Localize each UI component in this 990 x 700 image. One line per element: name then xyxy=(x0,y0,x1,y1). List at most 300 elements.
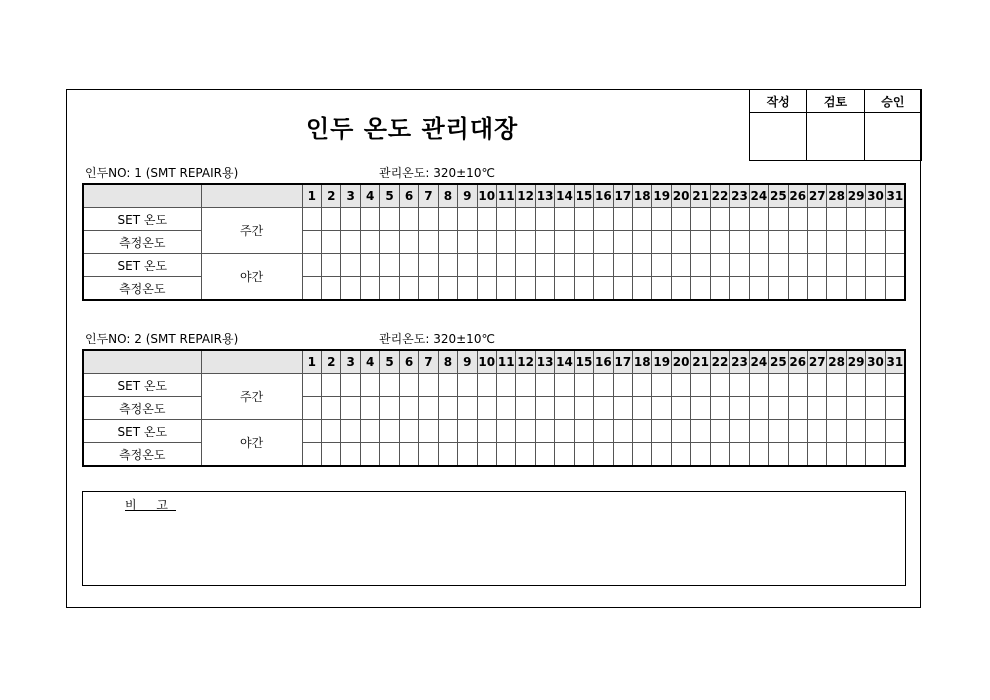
temperature-entry-cell[interactable] xyxy=(749,208,768,231)
day-header: 17 xyxy=(613,350,632,374)
temperature-entry-cell[interactable] xyxy=(749,374,768,397)
temperature-entry-cell[interactable] xyxy=(885,374,905,397)
day-header: 28 xyxy=(827,184,846,208)
temperature-entry-cell[interactable] xyxy=(496,277,515,301)
temperature-entry-cell[interactable] xyxy=(458,420,477,443)
temperature-entry-cell[interactable] xyxy=(322,443,341,467)
temperature-entry-cell[interactable] xyxy=(458,374,477,397)
temperature-entry-cell[interactable] xyxy=(691,277,710,301)
temperature-entry-cell[interactable] xyxy=(652,277,671,301)
day-header: 18 xyxy=(633,184,652,208)
temperature-entry-cell[interactable] xyxy=(496,208,515,231)
temperature-entry-cell[interactable] xyxy=(302,208,321,231)
day-header: 14 xyxy=(555,184,574,208)
temperature-entry-cell[interactable] xyxy=(691,231,710,254)
document-title: 인두 온도 관리대장 xyxy=(306,115,519,143)
temperature-entry-cell[interactable] xyxy=(360,231,379,254)
temperature-entry-cell[interactable] xyxy=(769,277,788,301)
temperature-entry-cell[interactable] xyxy=(827,208,846,231)
temperature-entry-cell[interactable] xyxy=(769,374,788,397)
temperature-entry-cell[interactable] xyxy=(749,254,768,277)
temperature-entry-cell[interactable] xyxy=(866,254,885,277)
temperature-entry-cell[interactable] xyxy=(380,374,399,397)
temperature-entry-cell[interactable] xyxy=(302,254,321,277)
temperature-entry-cell[interactable] xyxy=(399,374,418,397)
temperature-entry-cell[interactable] xyxy=(866,231,885,254)
day-header: 16 xyxy=(594,184,613,208)
day-header: 9 xyxy=(458,350,477,374)
temperature-entry-cell[interactable] xyxy=(380,397,399,420)
temperature-entry-cell[interactable] xyxy=(788,208,807,231)
temperature-entry-cell[interactable] xyxy=(594,374,613,397)
temperature-entry-cell[interactable] xyxy=(322,397,341,420)
temperature-entry-cell[interactable] xyxy=(730,397,749,420)
temperature-entry-cell[interactable] xyxy=(594,277,613,301)
temperature-entry-cell[interactable] xyxy=(496,420,515,443)
day-header: 25 xyxy=(769,350,788,374)
temperature-entry-cell[interactable] xyxy=(710,277,729,301)
temperature-entry-cell[interactable] xyxy=(846,397,865,420)
day-header: 30 xyxy=(866,184,885,208)
day-header: 20 xyxy=(671,350,690,374)
temperature-entry-cell[interactable] xyxy=(671,443,690,467)
temperature-entry-cell[interactable] xyxy=(885,397,905,420)
temperature-entry-cell[interactable] xyxy=(555,254,574,277)
temperature-entry-cell[interactable] xyxy=(380,277,399,301)
temperature-entry-cell[interactable] xyxy=(885,277,905,301)
temperature-entry-cell[interactable] xyxy=(652,397,671,420)
temperature-entry-cell[interactable] xyxy=(574,443,593,467)
temperature-entry-cell[interactable] xyxy=(535,397,554,420)
day-header: 8 xyxy=(438,350,457,374)
row-label-measured-temp: 측정온도 xyxy=(83,397,201,420)
temperature-entry-cell[interactable] xyxy=(458,277,477,301)
temperature-entry-cell[interactable] xyxy=(302,374,321,397)
temperature-entry-cell[interactable] xyxy=(516,443,535,467)
temperature-entry-cell[interactable] xyxy=(827,397,846,420)
day-header: 5 xyxy=(380,350,399,374)
day-header: 3 xyxy=(341,350,360,374)
temperature-entry-cell[interactable] xyxy=(477,420,496,443)
temperature-entry-cell[interactable] xyxy=(613,443,632,467)
temperature-entry-cell[interactable] xyxy=(399,231,418,254)
temperature-entry-cell[interactable] xyxy=(341,420,360,443)
temperature-entry-cell[interactable] xyxy=(885,231,905,254)
temperature-entry-cell[interactable] xyxy=(322,374,341,397)
temperature-entry-cell[interactable] xyxy=(613,208,632,231)
temperature-entry-cell[interactable] xyxy=(360,208,379,231)
temperature-entry-cell[interactable] xyxy=(341,254,360,277)
temperature-entry-cell[interactable] xyxy=(360,277,379,301)
temperature-entry-cell[interactable] xyxy=(399,277,418,301)
temperature-entry-cell[interactable] xyxy=(535,231,554,254)
temperature-entry-cell[interactable] xyxy=(594,254,613,277)
temperature-entry-cell[interactable] xyxy=(827,277,846,301)
temperature-entry-cell[interactable] xyxy=(438,277,457,301)
day-header: 10 xyxy=(477,350,496,374)
approval-sign-approve[interactable] xyxy=(864,113,921,161)
temperature-entry-cell[interactable] xyxy=(535,208,554,231)
temperature-entry-cell[interactable] xyxy=(730,208,749,231)
temperature-entry-cell[interactable] xyxy=(846,277,865,301)
temperature-entry-cell[interactable] xyxy=(399,397,418,420)
temperature-entry-cell[interactable] xyxy=(710,231,729,254)
temperature-entry-cell[interactable] xyxy=(477,374,496,397)
table-row xyxy=(83,374,905,397)
temperature-entry-cell[interactable] xyxy=(633,420,652,443)
temperature-entry-cell[interactable] xyxy=(496,374,515,397)
temperature-entry-cell[interactable] xyxy=(788,397,807,420)
temperature-entry-cell[interactable] xyxy=(477,277,496,301)
section-1-name: 인두NO: 1 (SMT REPAIR용) xyxy=(85,166,239,180)
temperature-entry-cell[interactable] xyxy=(691,374,710,397)
temperature-entry-cell[interactable] xyxy=(419,443,438,467)
temperature-entry-cell[interactable] xyxy=(788,374,807,397)
day-header: 11 xyxy=(496,184,515,208)
temperature-entry-cell[interactable] xyxy=(633,397,652,420)
temperature-entry-cell[interactable] xyxy=(613,374,632,397)
temperature-entry-cell[interactable] xyxy=(341,277,360,301)
day-header: 14 xyxy=(555,350,574,374)
temperature-entry-cell[interactable] xyxy=(302,231,321,254)
temperature-entry-cell[interactable] xyxy=(496,397,515,420)
temperature-entry-cell[interactable] xyxy=(302,443,321,467)
temperature-entry-cell[interactable] xyxy=(671,420,690,443)
temperature-entry-cell[interactable] xyxy=(322,231,341,254)
temperature-entry-cell[interactable] xyxy=(438,397,457,420)
temperature-entry-cell[interactable] xyxy=(827,374,846,397)
temperature-entry-cell[interactable] xyxy=(322,420,341,443)
temperature-entry-cell[interactable] xyxy=(846,443,865,467)
remarks-box[interactable] xyxy=(82,491,906,586)
temperature-entry-cell[interactable] xyxy=(322,254,341,277)
temperature-entry-cell[interactable] xyxy=(633,443,652,467)
temperature-entry-cell[interactable] xyxy=(769,254,788,277)
temperature-entry-cell[interactable] xyxy=(788,420,807,443)
temperature-entry-cell[interactable] xyxy=(671,277,690,301)
day-header: 23 xyxy=(730,184,749,208)
temperature-entry-cell[interactable] xyxy=(341,374,360,397)
temperature-entry-cell[interactable] xyxy=(458,231,477,254)
row-label-set-temp: SET 온도 xyxy=(83,420,201,443)
temperature-entry-cell[interactable] xyxy=(458,254,477,277)
temperature-entry-cell[interactable] xyxy=(730,231,749,254)
temperature-entry-cell[interactable] xyxy=(555,208,574,231)
table-row xyxy=(83,208,905,231)
temperature-entry-cell[interactable] xyxy=(749,277,768,301)
temperature-entry-cell[interactable] xyxy=(458,208,477,231)
temperature-entry-cell[interactable] xyxy=(360,443,379,467)
temperature-entry-cell[interactable] xyxy=(710,208,729,231)
temperature-entry-cell[interactable] xyxy=(302,397,321,420)
day-header: 15 xyxy=(574,184,593,208)
header-blank-cell xyxy=(83,350,201,374)
approval-box xyxy=(749,89,922,161)
temperature-entry-cell[interactable] xyxy=(885,420,905,443)
temperature-entry-cell[interactable] xyxy=(769,420,788,443)
temperature-entry-cell[interactable] xyxy=(477,443,496,467)
day-header: 18 xyxy=(633,350,652,374)
temperature-entry-cell[interactable] xyxy=(613,397,632,420)
temperature-entry-cell[interactable] xyxy=(496,231,515,254)
temperature-entry-cell[interactable] xyxy=(788,443,807,467)
temperature-entry-cell[interactable] xyxy=(866,208,885,231)
temperature-entry-cell[interactable] xyxy=(807,231,826,254)
temperature-entry-cell[interactable] xyxy=(769,443,788,467)
temperature-entry-cell[interactable] xyxy=(691,443,710,467)
temperature-entry-cell[interactable] xyxy=(535,277,554,301)
temperature-entry-cell[interactable] xyxy=(399,420,418,443)
temperature-entry-cell[interactable] xyxy=(574,208,593,231)
temperature-entry-cell[interactable] xyxy=(341,208,360,231)
temperature-entry-cell[interactable] xyxy=(516,208,535,231)
temperature-entry-cell[interactable] xyxy=(535,443,554,467)
temperature-entry-cell[interactable] xyxy=(516,420,535,443)
temperature-entry-cell[interactable] xyxy=(302,277,321,301)
day-header: 3 xyxy=(341,184,360,208)
temperature-entry-cell[interactable] xyxy=(535,254,554,277)
temperature-entry-cell[interactable] xyxy=(866,397,885,420)
temperature-entry-cell[interactable] xyxy=(302,420,321,443)
temperature-entry-cell[interactable] xyxy=(827,443,846,467)
temperature-entry-cell[interactable] xyxy=(866,420,885,443)
table-row xyxy=(83,420,905,443)
day-header: 29 xyxy=(846,184,865,208)
temperature-entry-cell[interactable] xyxy=(360,420,379,443)
temperature-entry-cell[interactable] xyxy=(419,231,438,254)
temperature-entry-cell[interactable] xyxy=(788,254,807,277)
day-header: 24 xyxy=(749,350,768,374)
temperature-entry-cell[interactable] xyxy=(749,231,768,254)
temperature-entry-cell[interactable] xyxy=(691,208,710,231)
temperature-entry-cell[interactable] xyxy=(419,420,438,443)
temperature-entry-cell[interactable] xyxy=(399,208,418,231)
temperature-entry-cell[interactable] xyxy=(477,254,496,277)
temperature-entry-cell[interactable] xyxy=(438,254,457,277)
temperature-entry-cell[interactable] xyxy=(633,374,652,397)
day-header: 6 xyxy=(399,350,418,374)
row-label-set-temp: SET 온도 xyxy=(83,374,201,397)
temperature-entry-cell[interactable] xyxy=(438,208,457,231)
temperature-entry-cell[interactable] xyxy=(652,443,671,467)
temperature-entry-cell[interactable] xyxy=(380,420,399,443)
temperature-entry-cell[interactable] xyxy=(477,397,496,420)
temperature-entry-cell[interactable] xyxy=(652,420,671,443)
temperature-entry-cell[interactable] xyxy=(574,420,593,443)
temperature-entry-cell[interactable] xyxy=(671,208,690,231)
temperature-entry-cell[interactable] xyxy=(516,254,535,277)
temperature-entry-cell[interactable] xyxy=(691,397,710,420)
approval-sign-review[interactable] xyxy=(807,113,864,161)
temperature-entry-cell[interactable] xyxy=(633,277,652,301)
temperature-entry-cell[interactable] xyxy=(613,231,632,254)
temperature-entry-cell[interactable] xyxy=(380,231,399,254)
temperature-entry-cell[interactable] xyxy=(535,420,554,443)
temperature-entry-cell[interactable] xyxy=(885,208,905,231)
temperature-entry-cell[interactable] xyxy=(827,254,846,277)
temperature-entry-cell[interactable] xyxy=(827,420,846,443)
temperature-entry-cell[interactable] xyxy=(594,443,613,467)
temperature-entry-cell[interactable] xyxy=(594,208,613,231)
day-header: 7 xyxy=(419,184,438,208)
day-header: 31 xyxy=(885,350,905,374)
temperature-entry-cell[interactable] xyxy=(419,254,438,277)
temperature-entry-cell[interactable] xyxy=(749,420,768,443)
temperature-entry-cell[interactable] xyxy=(380,443,399,467)
temperature-entry-cell[interactable] xyxy=(341,397,360,420)
temperature-entry-cell[interactable] xyxy=(807,443,826,467)
temperature-entry-cell[interactable] xyxy=(671,397,690,420)
temperature-entry-cell[interactable] xyxy=(788,231,807,254)
temperature-entry-cell[interactable] xyxy=(341,443,360,467)
temperature-entry-cell[interactable] xyxy=(710,397,729,420)
temperature-entry-cell[interactable] xyxy=(885,443,905,467)
temperature-entry-cell[interactable] xyxy=(633,231,652,254)
temperature-entry-cell[interactable] xyxy=(516,374,535,397)
temperature-entry-cell[interactable] xyxy=(594,420,613,443)
temperature-entry-cell[interactable] xyxy=(555,277,574,301)
day-header: 1 xyxy=(302,350,321,374)
temperature-entry-cell[interactable] xyxy=(769,208,788,231)
temperature-entry-cell[interactable] xyxy=(730,254,749,277)
header-blank-cell xyxy=(201,350,302,374)
day-header: 5 xyxy=(380,184,399,208)
temperature-entry-cell[interactable] xyxy=(613,254,632,277)
temperature-entry-cell[interactable] xyxy=(535,374,554,397)
temperature-entry-cell[interactable] xyxy=(574,277,593,301)
table-row xyxy=(83,254,905,277)
temperature-entry-cell[interactable] xyxy=(691,420,710,443)
temperature-entry-cell[interactable] xyxy=(807,208,826,231)
temperature-entry-cell[interactable] xyxy=(555,374,574,397)
temperature-entry-cell[interactable] xyxy=(730,443,749,467)
temperature-entry-cell[interactable] xyxy=(516,231,535,254)
day-header: 4 xyxy=(360,184,379,208)
temperature-entry-cell[interactable] xyxy=(574,231,593,254)
temperature-entry-cell[interactable] xyxy=(710,420,729,443)
temperature-entry-cell[interactable] xyxy=(846,254,865,277)
temperature-entry-cell[interactable] xyxy=(360,374,379,397)
temperature-entry-cell[interactable] xyxy=(846,420,865,443)
temperature-entry-cell[interactable] xyxy=(516,397,535,420)
temperature-entry-cell[interactable] xyxy=(419,374,438,397)
temperature-entry-cell[interactable] xyxy=(360,397,379,420)
day-header: 25 xyxy=(769,184,788,208)
temperature-entry-cell[interactable] xyxy=(827,231,846,254)
temperature-entry-cell[interactable] xyxy=(496,254,515,277)
temperature-entry-cell[interactable] xyxy=(419,277,438,301)
day-header: 19 xyxy=(652,350,671,374)
temperature-entry-cell[interactable] xyxy=(477,231,496,254)
temperature-entry-cell[interactable] xyxy=(671,374,690,397)
temperature-entry-cell[interactable] xyxy=(574,254,593,277)
temperature-entry-cell[interactable] xyxy=(438,420,457,443)
row-label-set-temp: SET 온도 xyxy=(83,208,201,231)
temperature-entry-cell[interactable] xyxy=(458,397,477,420)
temperature-entry-cell[interactable] xyxy=(671,254,690,277)
temperature-entry-cell[interactable] xyxy=(749,397,768,420)
temperature-entry-cell[interactable] xyxy=(846,374,865,397)
approval-sign-author[interactable] xyxy=(750,113,807,161)
temperature-entry-cell[interactable] xyxy=(730,277,749,301)
temperature-entry-cell[interactable] xyxy=(419,397,438,420)
temperature-entry-cell[interactable] xyxy=(652,254,671,277)
temperature-entry-cell[interactable] xyxy=(399,443,418,467)
temperature-entry-cell[interactable] xyxy=(749,443,768,467)
temperature-entry-cell[interactable] xyxy=(399,254,418,277)
temperature-entry-cell[interactable] xyxy=(322,277,341,301)
temperature-entry-cell[interactable] xyxy=(555,231,574,254)
temperature-entry-cell[interactable] xyxy=(633,208,652,231)
temperature-entry-cell[interactable] xyxy=(807,397,826,420)
temperature-entry-cell[interactable] xyxy=(613,420,632,443)
day-header: 27 xyxy=(807,184,826,208)
temperature-entry-cell[interactable] xyxy=(866,443,885,467)
temperature-entry-cell[interactable] xyxy=(710,254,729,277)
temperature-entry-cell[interactable] xyxy=(594,231,613,254)
day-header: 22 xyxy=(710,350,729,374)
temperature-entry-cell[interactable] xyxy=(769,397,788,420)
day-header: 30 xyxy=(866,350,885,374)
temperature-entry-cell[interactable] xyxy=(613,277,632,301)
temperature-entry-cell[interactable] xyxy=(788,277,807,301)
temperature-entry-cell[interactable] xyxy=(652,208,671,231)
temperature-entry-cell[interactable] xyxy=(380,254,399,277)
temperature-entry-cell[interactable] xyxy=(807,420,826,443)
day-header: 23 xyxy=(730,350,749,374)
temperature-entry-cell[interactable] xyxy=(885,254,905,277)
temperature-entry-cell[interactable] xyxy=(807,254,826,277)
temperature-entry-cell[interactable] xyxy=(633,254,652,277)
temperature-entry-cell[interactable] xyxy=(846,231,865,254)
temperature-entry-cell[interactable] xyxy=(438,443,457,467)
temperature-entry-cell[interactable] xyxy=(807,374,826,397)
temperature-entry-cell[interactable] xyxy=(477,208,496,231)
temperature-entry-cell[interactable] xyxy=(652,374,671,397)
row-label-measured-temp: 측정온도 xyxy=(83,443,201,467)
temperature-entry-cell[interactable] xyxy=(555,420,574,443)
temperature-entry-cell[interactable] xyxy=(710,443,729,467)
temperature-entry-cell[interactable] xyxy=(846,208,865,231)
temperature-entry-cell[interactable] xyxy=(496,443,515,467)
temperature-entry-cell[interactable] xyxy=(574,374,593,397)
temperature-entry-cell[interactable] xyxy=(671,231,690,254)
temperature-entry-cell[interactable] xyxy=(691,254,710,277)
temperature-entry-cell[interactable] xyxy=(866,374,885,397)
temperature-entry-cell[interactable] xyxy=(730,420,749,443)
temperature-entry-cell[interactable] xyxy=(652,231,671,254)
temperature-entry-cell[interactable] xyxy=(594,397,613,420)
temperature-entry-cell[interactable] xyxy=(322,208,341,231)
temperature-entry-cell[interactable] xyxy=(555,397,574,420)
temperature-entry-cell[interactable] xyxy=(866,277,885,301)
day-header: 11 xyxy=(496,350,515,374)
temperature-entry-cell[interactable] xyxy=(555,443,574,467)
temperature-entry-cell[interactable] xyxy=(516,277,535,301)
temperature-entry-cell[interactable] xyxy=(807,277,826,301)
temperature-entry-cell[interactable] xyxy=(438,374,457,397)
temperature-entry-cell[interactable] xyxy=(341,231,360,254)
temperature-entry-cell[interactable] xyxy=(710,374,729,397)
temperature-entry-cell[interactable] xyxy=(419,208,438,231)
temperature-entry-cell[interactable] xyxy=(360,254,379,277)
temperature-entry-cell[interactable] xyxy=(574,397,593,420)
temperature-entry-cell[interactable] xyxy=(730,374,749,397)
temperature-entry-cell[interactable] xyxy=(769,231,788,254)
temperature-entry-cell[interactable] xyxy=(458,443,477,467)
temperature-entry-cell[interactable] xyxy=(380,208,399,231)
temperature-entry-cell[interactable] xyxy=(438,231,457,254)
